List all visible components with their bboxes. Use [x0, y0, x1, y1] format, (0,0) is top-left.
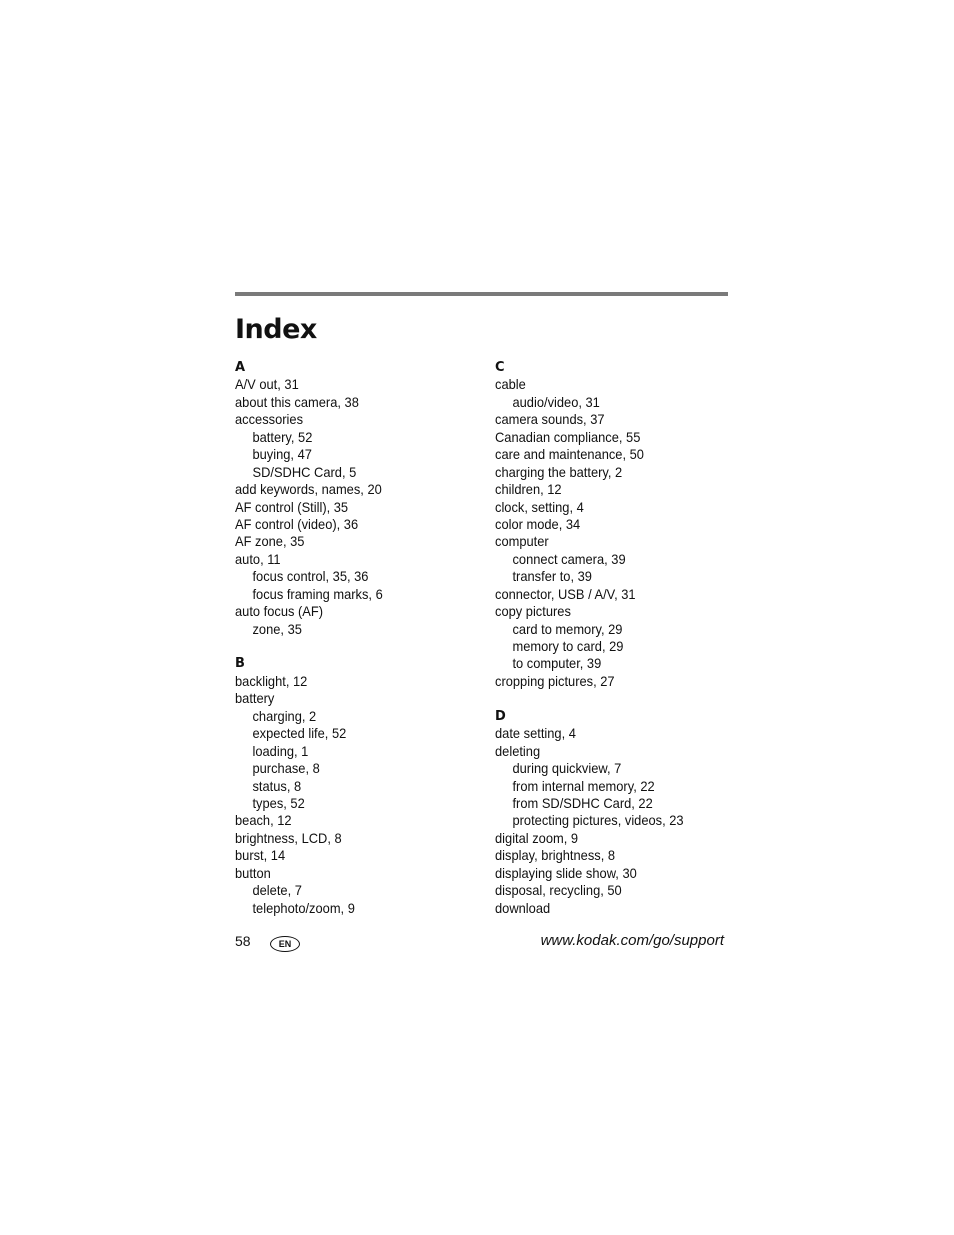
index-entry: camera sounds, 37 [495, 411, 605, 428]
index-entry: brightness, LCD, 8 [235, 829, 342, 846]
support-url[interactable]: www.kodak.com/go/support [540, 932, 724, 949]
index-entry: Canadian compliance, 55 [495, 428, 641, 445]
index-letter-heading: D [495, 708, 506, 724]
index-letter-heading: C [495, 360, 505, 375]
index-letter-heading: B [235, 656, 245, 672]
index-entry: display, brightness, 8 [495, 847, 616, 864]
index-letter-heading: A [235, 360, 246, 375]
index-subentry: from internal memory, 22 [512, 777, 655, 794]
index-subentry: status, 8 [252, 777, 302, 794]
index-entry: AF control (video), 36 [235, 515, 359, 532]
index-subentry: audio/video, 31 [512, 393, 600, 410]
index-entry: A/V out, 31 [235, 376, 299, 393]
index-subentry: to computer, 39 [512, 655, 602, 672]
index-subentry: telephoto/zoom, 9 [252, 899, 355, 916]
index-spacer [235, 638, 485, 655]
index-entry: copy pictures [495, 603, 571, 620]
index-subentry: battery, 52 [252, 428, 313, 445]
index-entry: displaying slide show, 30 [495, 864, 637, 881]
index-subentry: buying, 47 [252, 446, 312, 463]
index-subentry: transfer to, 39 [512, 568, 592, 585]
index-entry: accessories [235, 411, 304, 428]
index-entry: cable [495, 376, 526, 393]
index-entry: backlight, 12 [235, 672, 308, 689]
index-entry: date setting, 4 [495, 725, 576, 742]
index-entry: cropping pictures, 27 [495, 672, 615, 689]
index-entry: disposal, recycling, 50 [495, 882, 622, 899]
index-subentry: connect camera, 39 [512, 550, 626, 567]
index-entry: digital zoom, 9 [495, 829, 579, 846]
index-subentry: types, 52 [252, 794, 305, 811]
index-subentry: protecting pictures, videos, 23 [512, 812, 684, 829]
index-subentry: loading, 1 [252, 742, 309, 759]
index-entry: about this camera, 38 [235, 393, 359, 410]
index-subentry: from SD/SDHC Card, 22 [512, 794, 653, 811]
index-subentry: delete, 7 [252, 882, 302, 899]
index-entry: children, 12 [495, 481, 562, 498]
header-rule [235, 292, 728, 296]
index-column-right [495, 359, 745, 917]
language-badge: EN [270, 936, 300, 952]
index-entry: care and maintenance, 50 [495, 446, 644, 463]
index-subentry: zone, 35 [252, 620, 302, 637]
index-entry: download [495, 899, 551, 916]
index-entry: battery [235, 690, 275, 707]
index-entry: computer [495, 533, 549, 550]
index-subentry: expected life, 52 [252, 725, 347, 742]
index-entry: connector, USB / A/V, 31 [495, 585, 636, 602]
page-title: Index [235, 314, 317, 345]
index-entry: burst, 14 [235, 847, 286, 864]
index-entry: clock, setting, 4 [495, 498, 584, 515]
page-number: 58 [235, 933, 251, 949]
index-entry: color mode, 34 [495, 515, 581, 532]
index-subentry: charging, 2 [252, 707, 317, 724]
index-entry: beach, 12 [235, 812, 292, 829]
index-subentry: during quickview, 7 [512, 760, 622, 777]
index-entry: AF zone, 35 [235, 533, 305, 550]
index-subentry: memory to card, 29 [512, 638, 624, 654]
index-subentry: SD/SDHC Card, 5 [252, 463, 357, 480]
index-entry: button [235, 864, 271, 881]
index-entry: auto, 11 [235, 550, 281, 567]
index-column-left [235, 359, 485, 917]
index-entry: charging the battery, 2 [495, 463, 623, 480]
index-spacer [495, 690, 745, 707]
index-subentry: card to memory, 29 [512, 620, 623, 637]
index-subentry: focus control, 35, 36 [252, 568, 369, 585]
index-entry: deleting [495, 742, 541, 759]
index-entry: auto focus (AF) [235, 603, 324, 620]
index-subentry: purchase, 8 [252, 760, 320, 777]
index-entry: add keywords, names, 20 [235, 481, 382, 498]
index-subentry: focus framing marks, 6 [252, 585, 383, 602]
index-entry: AF control (Still), 35 [235, 498, 349, 515]
